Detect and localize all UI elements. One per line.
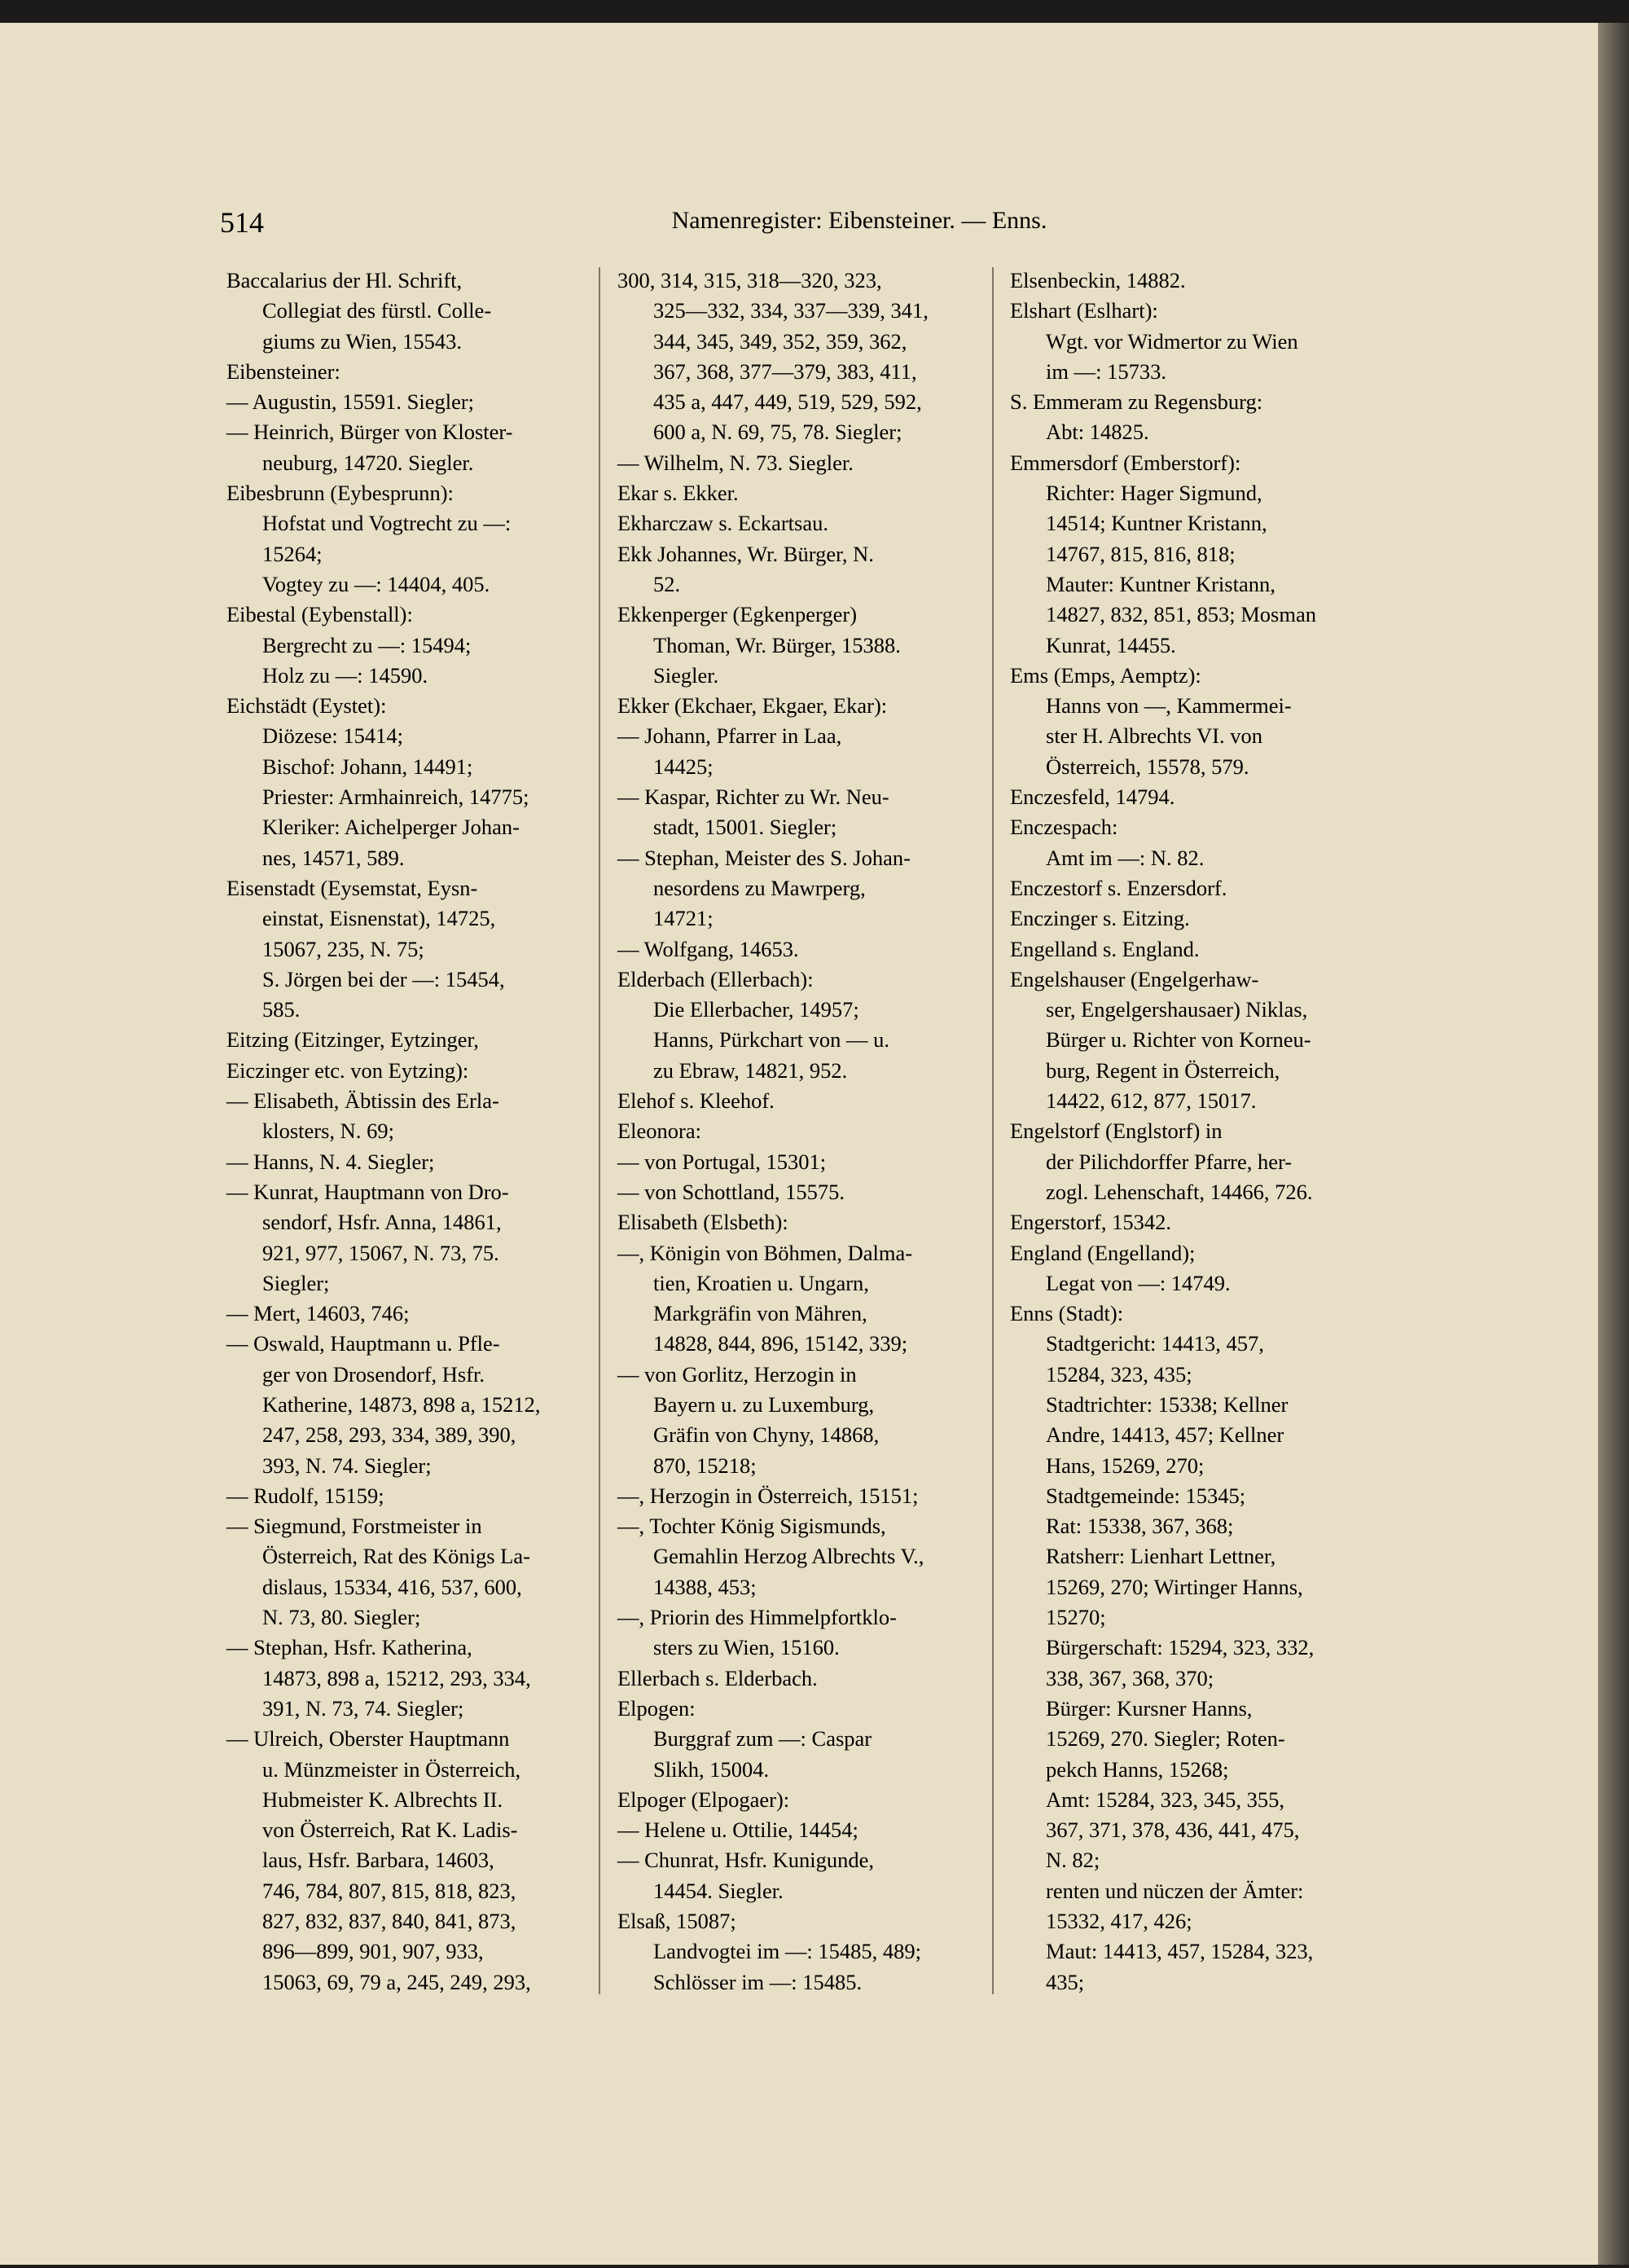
- index-line: — Mert, 14603, 746;: [226, 1301, 410, 1326]
- index-line: Richter: Hager Sigmund,: [1046, 481, 1262, 506]
- index-line: 15332, 417, 426;: [1046, 1909, 1192, 1934]
- index-line: Elsaß, 15087;: [617, 1909, 736, 1934]
- index-line: 14873, 898 a, 15212, 293, 334,: [262, 1665, 531, 1690]
- index-line: 435 a, 447, 449, 519, 529, 592,: [653, 389, 922, 415]
- index-line: nesordens zu Mawrperg,: [653, 875, 866, 900]
- index-line: 344, 345, 349, 352, 359, 362,: [653, 328, 907, 354]
- index-line: 14721;: [653, 906, 714, 931]
- index-line: 896—899, 901, 907, 933,: [262, 1939, 484, 1964]
- index-line: Eibensteiner:: [226, 358, 340, 384]
- index-line: Enns (Stadt):: [1010, 1301, 1124, 1326]
- index-line: —, Priorin des Himmelpfortklo-: [617, 1605, 897, 1630]
- index-line: Elderbach (Ellerbach):: [617, 966, 814, 991]
- index-line: — Kaspar, Richter zu Wr. Neu-: [617, 785, 889, 810]
- index-line: Ratsherr: Lienhart Lettner,: [1046, 1544, 1276, 1569]
- index-line: 300, 314, 315, 318—320, 323,: [617, 268, 882, 292]
- index-line: Hanns, Pürkchart von — u.: [653, 1027, 889, 1053]
- index-line: 52.: [653, 571, 681, 596]
- index-line: Elehof s. Kleehof.: [617, 1088, 775, 1114]
- index-line: S. Jörgen bei der —: 15454,: [262, 966, 505, 991]
- index-line: ger von Drosendorf, Hsfr.: [262, 1361, 485, 1387]
- index-line: — Oswald, Hauptmann u. Pfle-: [226, 1331, 500, 1356]
- index-line: 14514; Kuntner Kristann,: [1046, 511, 1267, 536]
- index-line: — Stephan, Meister des S. Johan-: [617, 845, 911, 870]
- index-line: renten und nüczen der Ämter:: [1046, 1878, 1304, 1903]
- index-line: Hans, 15269, 270;: [1046, 1453, 1205, 1478]
- index-line: — Kunrat, Hauptmann von Dro-: [226, 1179, 509, 1204]
- index-column-3: [1010, 266, 1401, 1998]
- index-line: N. 82;: [1046, 1848, 1100, 1873]
- index-line: —, Tochter König Sigismunds,: [617, 1514, 886, 1539]
- index-line: 14425;: [653, 754, 714, 779]
- index-line: Elpoger (Elpogaer):: [617, 1787, 790, 1812]
- index-line: Eitzing (Eitzinger, Eytzinger,: [226, 1027, 479, 1053]
- index-line: Andre, 14413, 457; Kellner: [1046, 1422, 1284, 1448]
- index-line: — Chunrat, Hsfr. Kunigunde,: [617, 1848, 875, 1873]
- index-line: 338, 367, 368, 370;: [1046, 1665, 1214, 1690]
- index-line: Ekk Johannes, Wr. Bürger, N.: [617, 541, 874, 566]
- index-line: Landvogtei im —: 15485, 489;: [653, 1939, 922, 1964]
- index-line: pekch Hanns, 15268;: [1046, 1756, 1229, 1782]
- index-line: Die Ellerbacher, 14957;: [653, 997, 859, 1022]
- index-line: Ekkenperger (Egkenperger): [617, 602, 858, 627]
- index-line: Stadtgemeinde: 15345;: [1046, 1483, 1246, 1508]
- index-line: Rat: 15338, 367, 368;: [1046, 1514, 1234, 1539]
- page-header: [220, 205, 1499, 241]
- index-line: Ekharczaw s. Eckartsau.: [617, 511, 828, 536]
- index-line: von Österreich, Rat K. Ladis-: [262, 1817, 518, 1843]
- index-line: — von Portugal, 15301;: [617, 1149, 827, 1174]
- index-line: Baccalarius der Hl. Schrift,: [226, 268, 463, 292]
- index-line: Hanns von —, Kammermei-: [1046, 693, 1292, 719]
- index-line: Collegiat des fürstl. Colle-: [262, 298, 492, 323]
- index-line: Eiczinger etc. von Eytzing):: [226, 1057, 469, 1083]
- index-line: 393, N. 74. Siegler;: [262, 1453, 432, 1478]
- index-line: — Heinrich, Bürger von Kloster-: [226, 420, 513, 445]
- index-line: Ellerbach s. Elderbach.: [617, 1665, 818, 1690]
- index-line: — Elisabeth, Äbtissin des Erla-: [226, 1088, 499, 1114]
- index-line: — Helene u. Ottilie, 14454;: [617, 1817, 858, 1843]
- index-line: dislaus, 15334, 416, 537, 600,: [262, 1574, 522, 1599]
- index-line: — von Schottland, 15575.: [617, 1179, 845, 1204]
- index-line: 585.: [262, 997, 301, 1022]
- index-line: burg, Regent in Österreich,: [1046, 1057, 1280, 1083]
- index-line: Bürger: Kursner Hanns,: [1046, 1695, 1253, 1721]
- index-line: 247, 258, 293, 334, 389, 390,: [262, 1422, 516, 1448]
- index-line: 15067, 235, N. 75;: [262, 936, 424, 961]
- index-line: Kleriker: Aichelperger Johan-: [262, 815, 520, 840]
- index-line: ser, Engelgershausaer) Niklas,: [1046, 997, 1308, 1022]
- index-line: —, Herzogin in Österreich, 15151;: [617, 1483, 919, 1508]
- index-line: 14767, 815, 816, 818;: [1046, 541, 1236, 566]
- index-line: England (Engelland);: [1010, 1240, 1196, 1265]
- index-line: — Hanns, N. 4. Siegler;: [226, 1149, 435, 1174]
- index-line: nes, 14571, 589.: [262, 845, 405, 870]
- index-column-2: [617, 266, 1008, 1998]
- index-line: sters zu Wien, 15160.: [653, 1635, 840, 1660]
- index-line: 391, N. 73, 74. Siegler;: [262, 1695, 464, 1721]
- index-line: Elsenbeckin, 14882.: [1010, 268, 1186, 292]
- index-line: Holz zu —: 14590.: [262, 662, 428, 688]
- index-line: giums zu Wien, 15543.: [262, 328, 463, 354]
- index-line: zogl. Lehenschaft, 14466, 726.: [1046, 1179, 1313, 1204]
- index-line: Schlösser im —: 15485.: [653, 1969, 863, 1994]
- index-line: Engelshauser (Engelgerhaw-: [1010, 966, 1259, 991]
- index-line: Diözese: 15414;: [262, 723, 403, 749]
- index-line: — Rudolf, 15159;: [226, 1483, 384, 1508]
- index-line: Elshart (Eslhart):: [1010, 298, 1158, 323]
- index-line: im —: 15733.: [1046, 358, 1166, 384]
- index-line: 746, 784, 807, 815, 818, 823,: [262, 1878, 516, 1903]
- index-line: Stadtrichter: 15338; Kellner: [1046, 1391, 1289, 1417]
- index-line: Österreich, Rat des Königs La-: [262, 1544, 530, 1569]
- index-line: Enczespach:: [1010, 815, 1118, 840]
- index-line: Maut: 14413, 457, 15284, 323,: [1046, 1939, 1314, 1964]
- index-line: Enczestorf s. Enzersdorf.: [1010, 875, 1227, 900]
- index-line: Legat von —: 14749.: [1046, 1270, 1231, 1295]
- index-line: Kunrat, 14455.: [1046, 632, 1176, 657]
- index-line: Österreich, 15578, 579.: [1046, 754, 1249, 779]
- index-line: 15284, 323, 435;: [1046, 1361, 1192, 1387]
- index-line: — Wilhelm, N. 73. Siegler.: [617, 450, 854, 475]
- index-line: 325—332, 334, 337—339, 341,: [653, 298, 929, 323]
- index-line: 14827, 832, 851, 853; Mosman: [1046, 602, 1316, 627]
- index-line: Elpogen:: [617, 1695, 696, 1721]
- index-line: — Ulreich, Oberster Hauptmann: [226, 1726, 510, 1752]
- running-head: Namenregister: Eibensteiner. — Enns.: [671, 207, 1047, 234]
- index-line: der Pilichdorffer Pfarre, her-: [1046, 1149, 1293, 1174]
- index-line: Hofstat und Vogtrecht zu —:: [262, 511, 512, 536]
- index-line: N. 73, 80. Siegler;: [262, 1605, 421, 1630]
- index-line: 435;: [1046, 1969, 1085, 1994]
- index-line: Markgräfin von Mähren,: [653, 1301, 867, 1326]
- index-line: laus, Hsfr. Barbara, 14603,: [262, 1848, 494, 1873]
- index-line: zu Ebraw, 14821, 952.: [653, 1057, 848, 1083]
- index-line: Thoman, Wr. Bürger, 15388.: [653, 632, 901, 657]
- index-line: Emmersdorf (Emberstorf):: [1010, 450, 1241, 475]
- index-line: 14828, 844, 896, 15142, 339;: [653, 1331, 908, 1356]
- index-line: 827, 832, 837, 840, 841, 873,: [262, 1909, 516, 1934]
- index-line: einstat, Eisnenstat), 14725,: [262, 906, 496, 931]
- index-line: — Siegmund, Forstmeister in: [226, 1514, 482, 1539]
- index-line: Amt: 15284, 323, 345, 355,: [1046, 1787, 1284, 1812]
- page-edge: [1598, 23, 1629, 2265]
- index-line: Elisabeth (Elsbeth):: [617, 1210, 788, 1235]
- index-line: 15270;: [1046, 1605, 1106, 1630]
- index-line: Eisenstadt (Eysemstat, Eysn-: [226, 875, 478, 900]
- index-line: Siegler.: [653, 662, 719, 688]
- index-line: 15063, 69, 79 a, 245, 249, 293,: [262, 1969, 531, 1994]
- index-line: Burggraf zum —: Caspar: [653, 1726, 872, 1752]
- index-line: Amt im —: N. 82.: [1046, 845, 1205, 870]
- index-line: Bürgerschaft: 15294, 323, 332,: [1046, 1635, 1315, 1660]
- index-line: Ekar s. Ekker.: [617, 481, 739, 506]
- index-line: Katherine, 14873, 898 a, 15212,: [262, 1391, 541, 1417]
- index-line: Abt: 14825.: [1046, 420, 1149, 445]
- index-line: Bürger u. Richter von Korneu-: [1046, 1027, 1311, 1053]
- index-line: 367, 371, 378, 436, 441, 475,: [1046, 1817, 1300, 1843]
- index-line: tien, Kroatien u. Ungarn,: [653, 1270, 869, 1295]
- index-line: 921, 977, 15067, N. 73, 75.: [262, 1240, 499, 1265]
- index-line: —, Königin von Böhmen, Dalma-: [617, 1240, 913, 1265]
- index-line: Vogtey zu —: 14404, 405.: [262, 571, 490, 596]
- index-line: Bayern u. zu Luxemburg,: [653, 1391, 875, 1417]
- index-line: Stadtgericht: 14413, 457,: [1046, 1331, 1264, 1356]
- index-line: Siegler;: [262, 1270, 330, 1295]
- index-line: 14454. Siegler.: [653, 1878, 784, 1903]
- index-line: 600 a, N. 69, 75, 78. Siegler;: [653, 420, 902, 445]
- index-line: 367, 368, 377—379, 383, 411,: [653, 358, 917, 384]
- index-line: 14422, 612, 877, 15017.: [1046, 1088, 1257, 1114]
- index-line: Bergrecht zu —: 15494;: [262, 632, 472, 657]
- index-line: Wgt. vor Widmertor zu Wien: [1046, 328, 1298, 354]
- index-line: ster H. Albrechts VI. von: [1046, 723, 1262, 749]
- index-line: Priester: Armhainreich, 14775;: [262, 785, 529, 810]
- index-line: Eichstädt (Eystet):: [226, 693, 387, 719]
- index-column-1: [226, 266, 617, 1998]
- index-line: 15269, 270. Siegler; Roten-: [1046, 1726, 1285, 1752]
- index-line: Eibesbrunn (Eybesprunn):: [226, 481, 454, 506]
- index-line: Enczinger s. Eitzing.: [1010, 906, 1190, 931]
- index-line: 14388, 453;: [653, 1574, 757, 1599]
- index-line: — von Gorlitz, Herzogin in: [617, 1361, 857, 1387]
- index-line: Eleonora:: [617, 1119, 702, 1144]
- index-line: sendorf, Hsfr. Anna, 14861,: [262, 1210, 502, 1235]
- index-line: — Stephan, Hsfr. Katherina,: [226, 1635, 472, 1660]
- index-line: — Johann, Pfarrer in Laa,: [617, 723, 842, 749]
- index-line: Gemahlin Herzog Albrechts V.,: [653, 1544, 924, 1569]
- index-line: — Augustin, 15591. Siegler;: [226, 389, 475, 415]
- index-line: 870, 15218;: [653, 1453, 757, 1478]
- page-number: 514: [220, 206, 264, 239]
- index-line: Ekker (Ekchaer, Ekgaer, Ekar):: [617, 693, 888, 719]
- index-line: Gräfin von Chyny, 14868,: [653, 1422, 880, 1448]
- index-line: neuburg, 14720. Siegler.: [262, 450, 474, 475]
- index-line: stadt, 15001. Siegler;: [653, 815, 837, 840]
- index-line: Ems (Emps, Aemptz):: [1010, 662, 1201, 688]
- index-line: Engelstorf (Englstorf) in: [1010, 1119, 1223, 1144]
- index-line: Enczesfeld, 14794.: [1010, 785, 1175, 810]
- index-line: 15269, 270; Wirtinger Hanns,: [1046, 1574, 1303, 1599]
- index-line: Mauter: Kuntner Kristann,: [1046, 571, 1276, 596]
- index-line: S. Emmeram zu Regensburg:: [1010, 389, 1263, 415]
- index-line: Eibestal (Eybenstall):: [226, 602, 413, 627]
- index-line: Engelland s. England.: [1010, 936, 1200, 961]
- index-line: u. Münzmeister in Österreich,: [262, 1756, 521, 1782]
- index-line: Slikh, 15004.: [653, 1756, 770, 1782]
- index-line: 15264;: [262, 541, 323, 566]
- index-line: klosters, N. 69;: [262, 1119, 394, 1144]
- index-line: Hubmeister K. Albrechts II.: [262, 1787, 503, 1812]
- index-line: Engerstorf, 15342.: [1010, 1210, 1171, 1235]
- index-line: Bischof: Johann, 14491;: [262, 754, 473, 779]
- index-line: — Wolfgang, 14653.: [617, 936, 799, 961]
